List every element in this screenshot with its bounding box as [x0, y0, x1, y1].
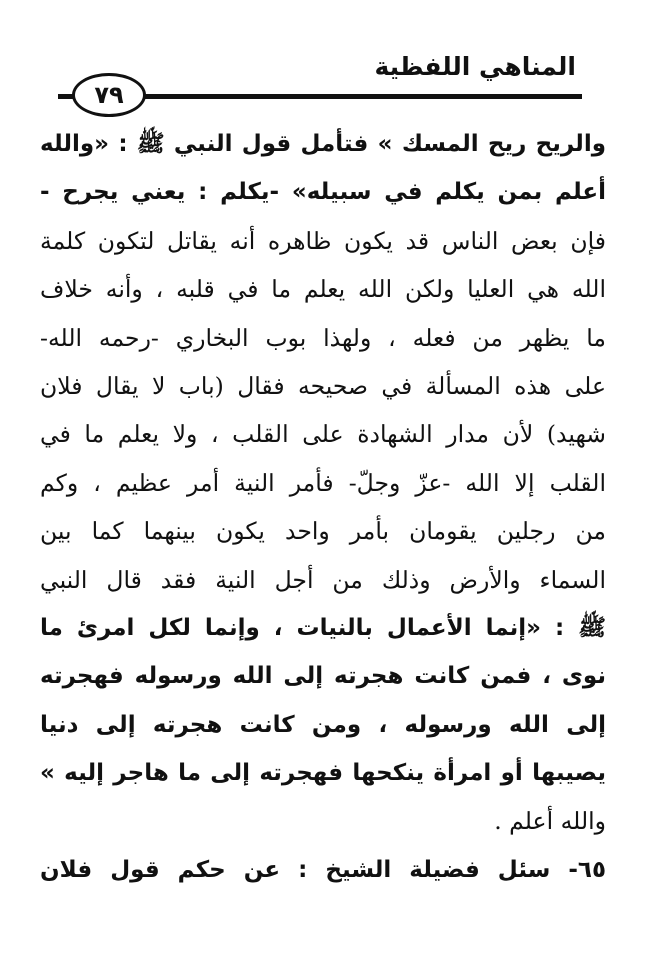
text-line: شهيد) لأن مدار الشهادة على القلب ، ولا يعلم ما في — [40, 420, 606, 449]
text-line: ٦٥- سئل فضيلة الشيخ : عن حكم قول فلان — [40, 856, 606, 883]
text-line: القلب إلا الله -عزّ وجلّ- فأمر النية أمر عظيم ، وكم — [40, 468, 606, 497]
text-line: ﷺ : «إنما الأعمال بالنيات ، وإنما لكل امرئ ما — [40, 614, 606, 641]
text-line: فإن بعض الناس قد يكون ظاهره أنه يقاتل لتكون كلمة — [40, 226, 606, 255]
body-text — [40, 120, 606, 894]
text-line: أعلم بمن يكلم في سبيله» -يكلم : يعني يجرح - — [40, 179, 606, 206]
text-line: السماء والأرض وذلك من أجل النية فقد قال النبي — [40, 565, 606, 594]
text-line: على هذه المسألة في صحيحه فقال (باب لا يقال فلان — [40, 371, 606, 400]
page-number-badge: ٧٩ — [72, 73, 146, 117]
running-header-title: المناهي اللفظية — [374, 52, 576, 81]
text-line: نوى ، فمن كانت هجرته إلى الله ورسوله فهجرته — [40, 663, 606, 690]
text-line: من رجلين يقومان بأمر واحد يكون بينهما كما بين — [40, 517, 606, 546]
text-line: يصيبها أو امرأة ينكحها فهجرته إلى ما هاجر إليه » — [40, 760, 606, 787]
text-line: إلى الله ورسوله ، ومن كانت هجرته إلى دنيا — [40, 711, 606, 738]
text-line: ما يظهر من فعله ، ولهذا بوب البخاري -رحمه الله- — [40, 323, 606, 352]
text-line: والريح ريح المسك » فتأمل قول النبي ﷺ : «والله — [40, 131, 606, 157]
text-line: والله أعلم . — [494, 807, 606, 836]
text-line: الله هي العليا ولكن الله يعلم ما في قلبه ، وأنه خلاف — [40, 275, 606, 304]
